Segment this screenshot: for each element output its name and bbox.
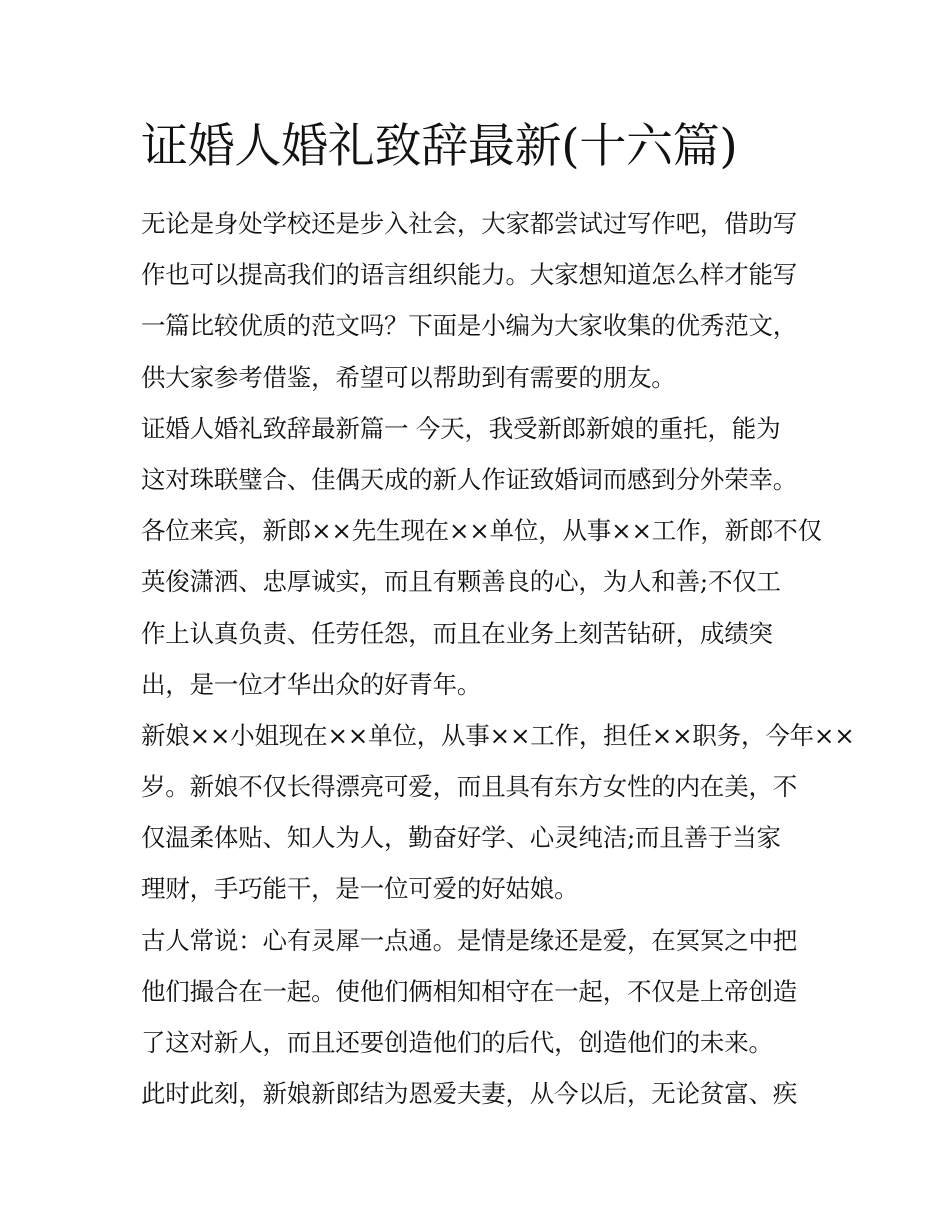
document-body — [141, 198, 855, 1119]
body-line: 作上认真负责、任劳任怨，而且在业务上刻苦钻研，成绩突 — [141, 618, 773, 648]
body-line: 无论是身处学校还是步入社会，大家都尝试过写作吧，借助写 — [141, 209, 798, 238]
body-line: 英俊潇洒、忠厚诚实，而且有颗善良的心，为人和善;不仅工 — [141, 567, 781, 597]
body-line: 一篇比较优质的范文吗？下面是小编为大家收集的优秀范文， — [141, 311, 798, 341]
body-line: 他们撮合在一起。使他们俩相知相守在一起，不仅是上帝创造 — [141, 976, 798, 1006]
body-line: 供大家参考借鉴，希望可以帮助到有需要的朋友。 — [141, 362, 676, 392]
body-line: 仅温柔体贴、知人为人，勤奋好学、心灵纯洁;而且善于当家 — [141, 823, 781, 853]
document-title: 证婚人婚礼致辞最新(十六篇) — [141, 119, 738, 174]
body-line: 此时此刻，新娘新郎结为恩爱夫妻，从今以后，无论贫富、疾 — [141, 1079, 798, 1109]
body-line: 了这对新人，而且还要创造他们的后代，创造他们的未来。 — [141, 1028, 773, 1057]
body-line: 理财，手巧能干，是一位可爱的好姑娘。 — [141, 874, 579, 904]
body-line: 证婚人婚礼致辞最新篇一 今天，我受新郎新娘的重托，能为 — [141, 413, 781, 443]
body-line: 新娘××小姐现在××单位，从事××工作，担任××职务，今年×× — [141, 720, 855, 750]
body-line: 岁。新娘不仅长得漂亮可爱，而且具有东方女性的内在美，不 — [141, 772, 798, 802]
body-line: 出，是一位才华出众的好青年。 — [141, 669, 482, 699]
body-line: 作也可以提高我们的语言组织能力。大家想知道怎么样才能写 — [141, 260, 798, 290]
body-line: 古人常说：心有灵犀一点通。是情是缘还是爱，在冥冥之中把 — [141, 925, 798, 955]
body-line: 各位来宾，新郎××先生现在××单位，从事××工作，新郎不仅 — [141, 516, 822, 546]
body-line: 这对珠联璧合、佳偶天成的新人作证致婚词而感到分外荣幸。 — [141, 464, 798, 494]
